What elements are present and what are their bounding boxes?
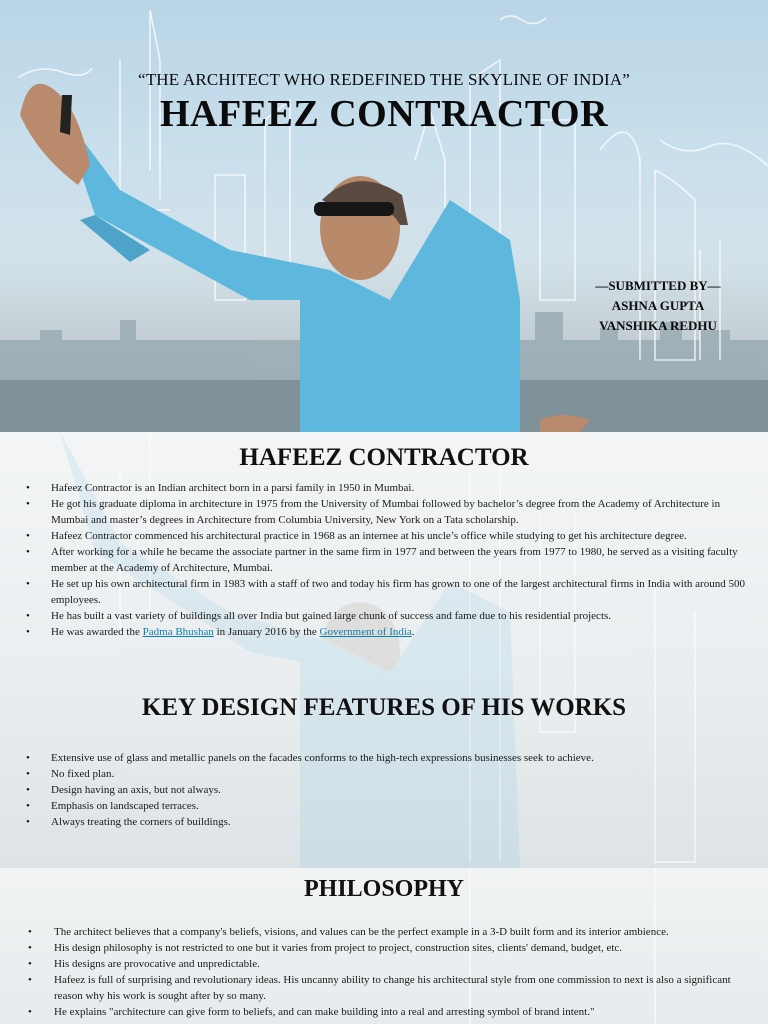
features-heading: KEY DESIGN FEATURES OF HIS WORKS — [141, 694, 627, 721]
government-of-india-link[interactable]: Government of India — [319, 626, 412, 638]
award-text: in January 2016 by the — [213, 626, 320, 638]
list-item: • Always treating the corners of buildings. — [0, 814, 768, 830]
hero-quote: “THE ARCHITECT WHO REDEFINED THE SKYLINE OF INDIA” — [137, 70, 631, 89]
list-item: • He got his graduate diploma in architecture in 1975 from the University of Mumbai followed by bachelor’s degree from the Academy of Architecture in Mumbai and master’s degrees in Architecture from Columbia University, New York on a Tata scholarship. — [0, 496, 768, 528]
list-item — [0, 624, 768, 640]
padma-bhushan-link[interactable]: Padma Bhushan — [142, 626, 214, 638]
philosophy-list — [0, 924, 768, 1020]
bio-panel — [0, 432, 768, 868]
list-item: • His designs are provocative and unpredictable. — [0, 956, 768, 972]
award-text: He was awarded the — [51, 626, 143, 638]
list-item: • No fixed plan. — [0, 766, 768, 782]
list-item: • He explains "architecture can give form to beliefs, and can make building into a real and arresting symbol of brand intent." — [0, 1004, 768, 1020]
list-item: • Hafeez is full of surprising and revolutionary ideas. His uncanny ability to change his architectural style from one commission to next is also a significant reason why his work is sought after by so many. — [0, 972, 768, 1004]
philosophy-panel — [0, 868, 768, 1024]
list-item: • He has built a vast variety of buildings all over India but gained large chunk of success and fame due to his residential projects. — [0, 608, 768, 624]
author-name: ASHNA GUPTA — [611, 298, 705, 313]
list-item: • Hafeez Contractor commenced his architectural practice in 1968 as an internee at his uncle’s office while studying to get his architecture degree. — [0, 528, 768, 544]
list-item: • He set up his own architectural firm in 1983 with a staff of two and today his firm has grown to one of the largest architectural firms in India with around 500 employees. — [0, 576, 768, 608]
award-text: . — [411, 626, 415, 638]
list-item: • Design having an axis, but not always. — [0, 782, 768, 798]
hero-banner — [0, 0, 768, 432]
list-item: • Hafeez Contractor is an Indian architect born in a parsi family in 1950 in Mumbai. — [0, 480, 768, 496]
list-item: • Extensive use of glass and metallic panels on the facades conforms to the high-tech expressions businesses seek to achieve. — [0, 750, 768, 766]
hero-photo — [0, 0, 768, 432]
author-name: VANSHIKA REDHU — [599, 318, 717, 333]
features-list — [0, 750, 768, 830]
list-item: • His design philosophy is not restricted to one but it varies from project to project, construction sites, clients' demand, budget, etc. — [0, 940, 768, 956]
list-item: • After working for a while he became the associate partner in the same firm in 1977 and between the years from 1977 to 1980, he served as a visiting faculty member at the Academy of Architecture, Mumbai. — [0, 544, 768, 576]
list-item: • The architect believes that a company's beliefs, visions, and values can be the perfect example in a 3-D built form and its interior ambience. — [0, 924, 768, 940]
bio-list — [0, 480, 768, 640]
submitted-by-block — [558, 276, 758, 336]
list-item: • Emphasis on landscaped terraces. — [0, 798, 768, 814]
submitted-by-label: —SUBMITTED BY— — [595, 278, 721, 293]
philosophy-heading: PHILOSOPHY — [303, 876, 465, 902]
bio-heading: HAFEEZ CONTRACTOR — [239, 444, 529, 471]
hero-title: HAFEEZ CONTRACTOR — [159, 93, 609, 135]
